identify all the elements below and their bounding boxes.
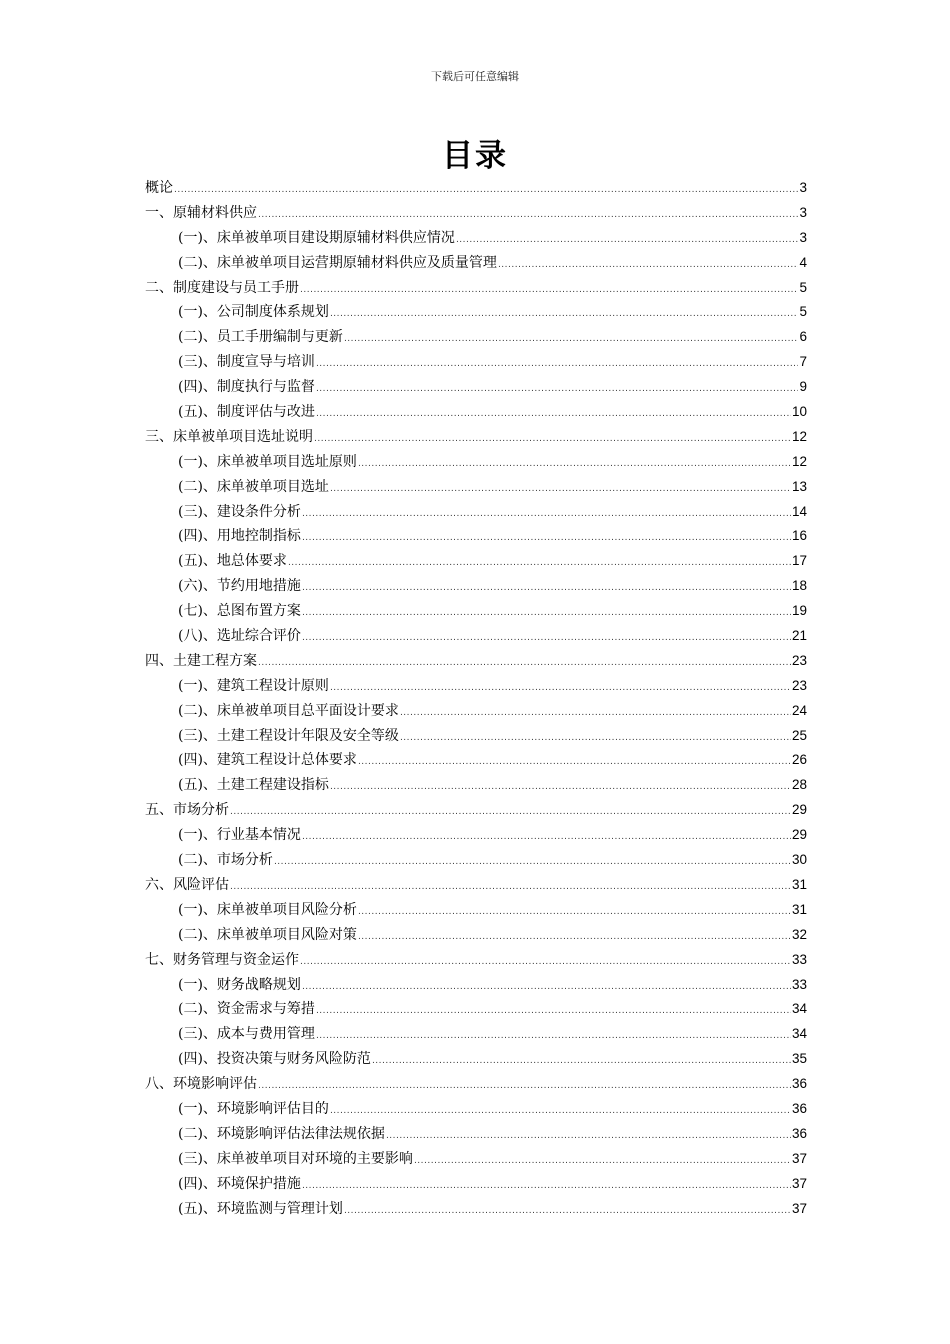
toc-dot-leader xyxy=(258,1074,791,1099)
toc-dot-leader xyxy=(274,850,791,875)
toc-dot-leader xyxy=(230,800,791,825)
toc-entry-label: 八、环境影响评估 xyxy=(145,1076,257,1093)
toc-page-number: 21 xyxy=(791,628,807,644)
toc-entry-label: 四、土建工程方案 xyxy=(145,652,257,669)
toc-chapter-entry[interactable] xyxy=(145,201,807,226)
toc-page-number: 4 xyxy=(799,254,807,270)
toc-page-number: 23 xyxy=(791,677,807,693)
toc-section-entry[interactable] xyxy=(145,848,807,873)
toc-section-entry[interactable] xyxy=(145,350,807,375)
toc-dot-leader xyxy=(316,1024,791,1049)
toc-entry-label: (五)、土建工程建设指标 xyxy=(178,777,329,794)
toc-entry-label: (四)、建筑工程设计总体要求 xyxy=(178,752,357,769)
toc-page-number: 34 xyxy=(791,1001,807,1017)
toc-entry-label: (二)、员工手册编制与更新 xyxy=(178,329,343,346)
toc-chapter-entry[interactable] xyxy=(145,425,807,450)
toc-page-number: 37 xyxy=(791,1150,807,1166)
toc-section-entry[interactable] xyxy=(145,674,807,699)
toc-dot-leader xyxy=(344,327,799,352)
toc-page-number: 3 xyxy=(799,180,807,195)
toc-entry-label: 概论 xyxy=(145,180,173,196)
toc-entry-label: (六)、节约用地措施 xyxy=(178,578,301,595)
toc-dot-leader xyxy=(302,975,791,1000)
toc-page-number: 23 xyxy=(791,652,807,668)
toc-dot-leader xyxy=(358,925,791,950)
toc-section-entry[interactable] xyxy=(145,574,807,599)
toc-page-number: 36 xyxy=(791,1125,807,1141)
toc-page-number: 30 xyxy=(791,852,807,868)
toc-dot-leader xyxy=(400,726,791,751)
toc-dot-leader xyxy=(302,626,791,651)
toc-page-number: 31 xyxy=(791,901,807,917)
toc-section-entry[interactable] xyxy=(145,997,807,1022)
toc-section-entry[interactable] xyxy=(145,1047,807,1072)
toc-entry-label: (二)、床单被单项目总平面设计要求 xyxy=(178,702,399,719)
toc-page-number: 25 xyxy=(791,727,807,743)
toc-section-entry[interactable] xyxy=(145,450,807,475)
toc-page-number: 33 xyxy=(791,976,807,992)
toc-entry-label: (二)、床单被单项目风险对策 xyxy=(178,926,357,943)
toc-page-number: 28 xyxy=(791,777,807,793)
toc-entry-label: (三)、建设条件分析 xyxy=(178,503,301,520)
toc-page-number: 12 xyxy=(791,428,807,444)
toc-page-number: 36 xyxy=(791,1076,807,1092)
toc-section-entry[interactable] xyxy=(145,1172,807,1197)
toc-dot-leader xyxy=(372,1049,791,1074)
toc-dot-leader xyxy=(316,377,799,402)
toc-page-number: 5 xyxy=(799,279,807,295)
toc-page-number: 37 xyxy=(791,1175,807,1191)
toc-entry-label: (五)、环境监测与管理计划 xyxy=(178,1200,343,1217)
toc-entry-label: (四)、制度执行与监督 xyxy=(178,379,315,396)
toc-entry-label: 七、财务管理与资金运作 xyxy=(145,951,299,968)
toc-entry-label: 六、风险评估 xyxy=(145,876,229,893)
toc-section-entry[interactable] xyxy=(145,300,807,325)
toc-entry-label: (一)、床单被单项目风险分析 xyxy=(178,901,357,918)
toc-entry-label: (二)、床单被单项目选址 xyxy=(178,478,329,495)
toc-section-entry[interactable] xyxy=(145,624,807,649)
toc-dot-leader xyxy=(414,1149,791,1174)
toc-entry-label: (五)、地总体要求 xyxy=(178,553,287,570)
table-of-contents xyxy=(145,176,807,1221)
toc-section-entry[interactable] xyxy=(145,599,807,624)
toc-section-entry[interactable] xyxy=(145,699,807,724)
toc-dot-leader xyxy=(300,950,791,975)
toc-dot-leader xyxy=(358,452,791,477)
toc-dot-leader xyxy=(302,1174,791,1199)
toc-dot-leader xyxy=(330,477,791,502)
toc-entry-label: (一)、财务战略规划 xyxy=(178,976,301,993)
toc-dot-leader xyxy=(230,875,791,900)
toc-dot-leader xyxy=(386,1124,791,1149)
toc-section-entry[interactable] xyxy=(145,1022,807,1047)
toc-chapter-entry[interactable] xyxy=(145,873,807,898)
toc-entry-label: (五)、制度评估与改进 xyxy=(178,404,315,421)
toc-entry-label: 一、原辅材料供应 xyxy=(145,204,257,221)
toc-section-entry[interactable] xyxy=(145,1097,807,1122)
toc-entry-label: 三、床单被单项目选址说明 xyxy=(145,428,313,445)
toc-chapter-entry[interactable] xyxy=(145,798,807,823)
toc-section-entry[interactable] xyxy=(145,1147,807,1172)
toc-section-entry[interactable] xyxy=(145,375,807,400)
toc-page-number: 5 xyxy=(799,304,807,320)
toc-dot-leader xyxy=(302,502,791,527)
toc-dot-leader xyxy=(314,427,791,452)
toc-section-entry[interactable] xyxy=(145,773,807,798)
toc-dot-leader xyxy=(344,1199,791,1224)
toc-entry-label: (二)、资金需求与筹措 xyxy=(178,1001,315,1018)
toc-page-number: 29 xyxy=(791,827,807,843)
toc-dot-leader xyxy=(316,999,791,1024)
toc-page-number: 3 xyxy=(799,229,807,245)
toc-page-number: 29 xyxy=(791,802,807,818)
toc-dot-leader xyxy=(316,352,799,377)
toc-entry-label: (七)、总图布置方案 xyxy=(178,603,301,620)
toc-entry-label: (二)、床单被单项目运营期原辅材料供应及质量管理 xyxy=(178,254,497,271)
toc-entry-label: (一)、行业基本情况 xyxy=(178,827,301,844)
toc-entry-label: (三)、土建工程设计年限及安全等级 xyxy=(178,727,399,744)
toc-page-number: 6 xyxy=(799,329,807,345)
toc-page-number: 13 xyxy=(791,478,807,494)
toc-page-number: 3 xyxy=(799,204,807,220)
toc-dot-leader xyxy=(316,402,791,427)
toc-entry-label: (一)、床单被单项目建设期原辅材料供应情况 xyxy=(178,229,455,246)
toc-dot-leader xyxy=(330,676,791,701)
toc-dot-leader xyxy=(258,203,798,228)
toc-dot-leader xyxy=(288,551,791,576)
toc-entry-label: (一)、环境影响评估目的 xyxy=(178,1100,329,1117)
toc-dot-leader xyxy=(400,701,791,726)
toc-section-entry[interactable] xyxy=(145,251,807,276)
toc-chapter-entry[interactable] xyxy=(145,1072,807,1097)
page-header: 下载后可任意编辑 xyxy=(431,70,519,83)
toc-entry-label: (三)、床单被单项目对环境的主要影响 xyxy=(178,1150,413,1167)
toc-entry-label: 五、市场分析 xyxy=(145,802,229,819)
toc-chapter-entry[interactable] xyxy=(145,276,807,301)
toc-dot-leader xyxy=(302,825,791,850)
toc-dot-leader xyxy=(330,775,791,800)
toc-chapter-entry[interactable] xyxy=(145,948,807,973)
toc-entry-label: (四)、投资决策与财务风险防范 xyxy=(178,1051,371,1068)
toc-page-number: 34 xyxy=(791,1026,807,1042)
toc-page-number: 19 xyxy=(791,603,807,619)
toc-section-entry[interactable] xyxy=(145,325,807,350)
toc-dot-leader xyxy=(358,900,791,925)
toc-dot-leader xyxy=(498,253,799,278)
toc-entry-label: (四)、用地控制指标 xyxy=(178,528,301,545)
toc-chapter-entry[interactable] xyxy=(145,176,807,201)
toc-page-number: 24 xyxy=(791,702,807,718)
toc-dot-leader xyxy=(456,228,799,253)
toc-page-number: 14 xyxy=(791,503,807,519)
toc-page-number: 18 xyxy=(791,578,807,594)
toc-dot-leader xyxy=(174,178,798,203)
toc-entry-label: (四)、环境保护措施 xyxy=(178,1175,301,1192)
toc-section-entry[interactable] xyxy=(145,475,807,500)
toc-section-entry[interactable] xyxy=(145,500,807,525)
toc-dot-leader xyxy=(300,278,798,303)
toc-page-number: 31 xyxy=(791,876,807,892)
toc-entry-label: 二、制度建设与员工手册 xyxy=(145,279,299,296)
toc-section-entry[interactable] xyxy=(145,524,807,549)
toc-entry-label: (三)、制度宣导与培训 xyxy=(178,354,315,371)
toc-dot-leader xyxy=(302,526,791,551)
toc-page-number: 12 xyxy=(791,453,807,469)
toc-section-entry[interactable] xyxy=(145,400,807,425)
toc-section-entry[interactable] xyxy=(145,973,807,998)
toc-chapter-entry[interactable] xyxy=(145,649,807,674)
toc-section-entry[interactable] xyxy=(145,1197,807,1222)
toc-section-entry[interactable] xyxy=(145,748,807,773)
toc-section-entry[interactable] xyxy=(145,549,807,574)
toc-page-number: 37 xyxy=(791,1200,807,1216)
toc-section-entry[interactable] xyxy=(145,898,807,923)
toc-entry-label: (三)、成本与费用管理 xyxy=(178,1026,315,1043)
toc-page-number: 32 xyxy=(791,926,807,942)
toc-entry-label: (一)、公司制度体系规划 xyxy=(178,304,329,321)
toc-entry-label: (一)、床单被单项目选址原则 xyxy=(178,453,357,470)
toc-dot-leader xyxy=(258,651,791,676)
toc-page-number: 26 xyxy=(791,752,807,768)
toc-page-number: 9 xyxy=(799,379,807,395)
toc-dot-leader xyxy=(302,601,791,626)
toc-entry-label: (二)、市场分析 xyxy=(178,852,273,869)
toc-section-entry[interactable] xyxy=(145,1122,807,1147)
toc-section-entry[interactable] xyxy=(145,724,807,749)
toc-section-entry[interactable] xyxy=(145,226,807,251)
toc-dot-leader xyxy=(330,302,799,327)
toc-dot-leader xyxy=(358,750,791,775)
toc-page-number: 33 xyxy=(791,951,807,967)
toc-entry-label: (二)、环境影响评估法律法规依据 xyxy=(178,1125,385,1142)
toc-page-number: 10 xyxy=(791,404,807,420)
toc-page-number: 17 xyxy=(791,553,807,569)
toc-page-number: 7 xyxy=(799,354,807,370)
toc-entry-label: (一)、建筑工程设计原则 xyxy=(178,677,329,694)
toc-section-entry[interactable] xyxy=(145,823,807,848)
toc-page-number: 35 xyxy=(791,1051,807,1067)
toc-page-number: 16 xyxy=(791,528,807,544)
toc-page-number: 36 xyxy=(791,1100,807,1116)
toc-section-entry[interactable] xyxy=(145,923,807,948)
toc-dot-leader xyxy=(302,576,791,601)
toc-title: 目录 xyxy=(442,138,508,174)
toc-entry-label: (八)、选址综合评价 xyxy=(178,628,301,645)
toc-dot-leader xyxy=(330,1099,791,1124)
